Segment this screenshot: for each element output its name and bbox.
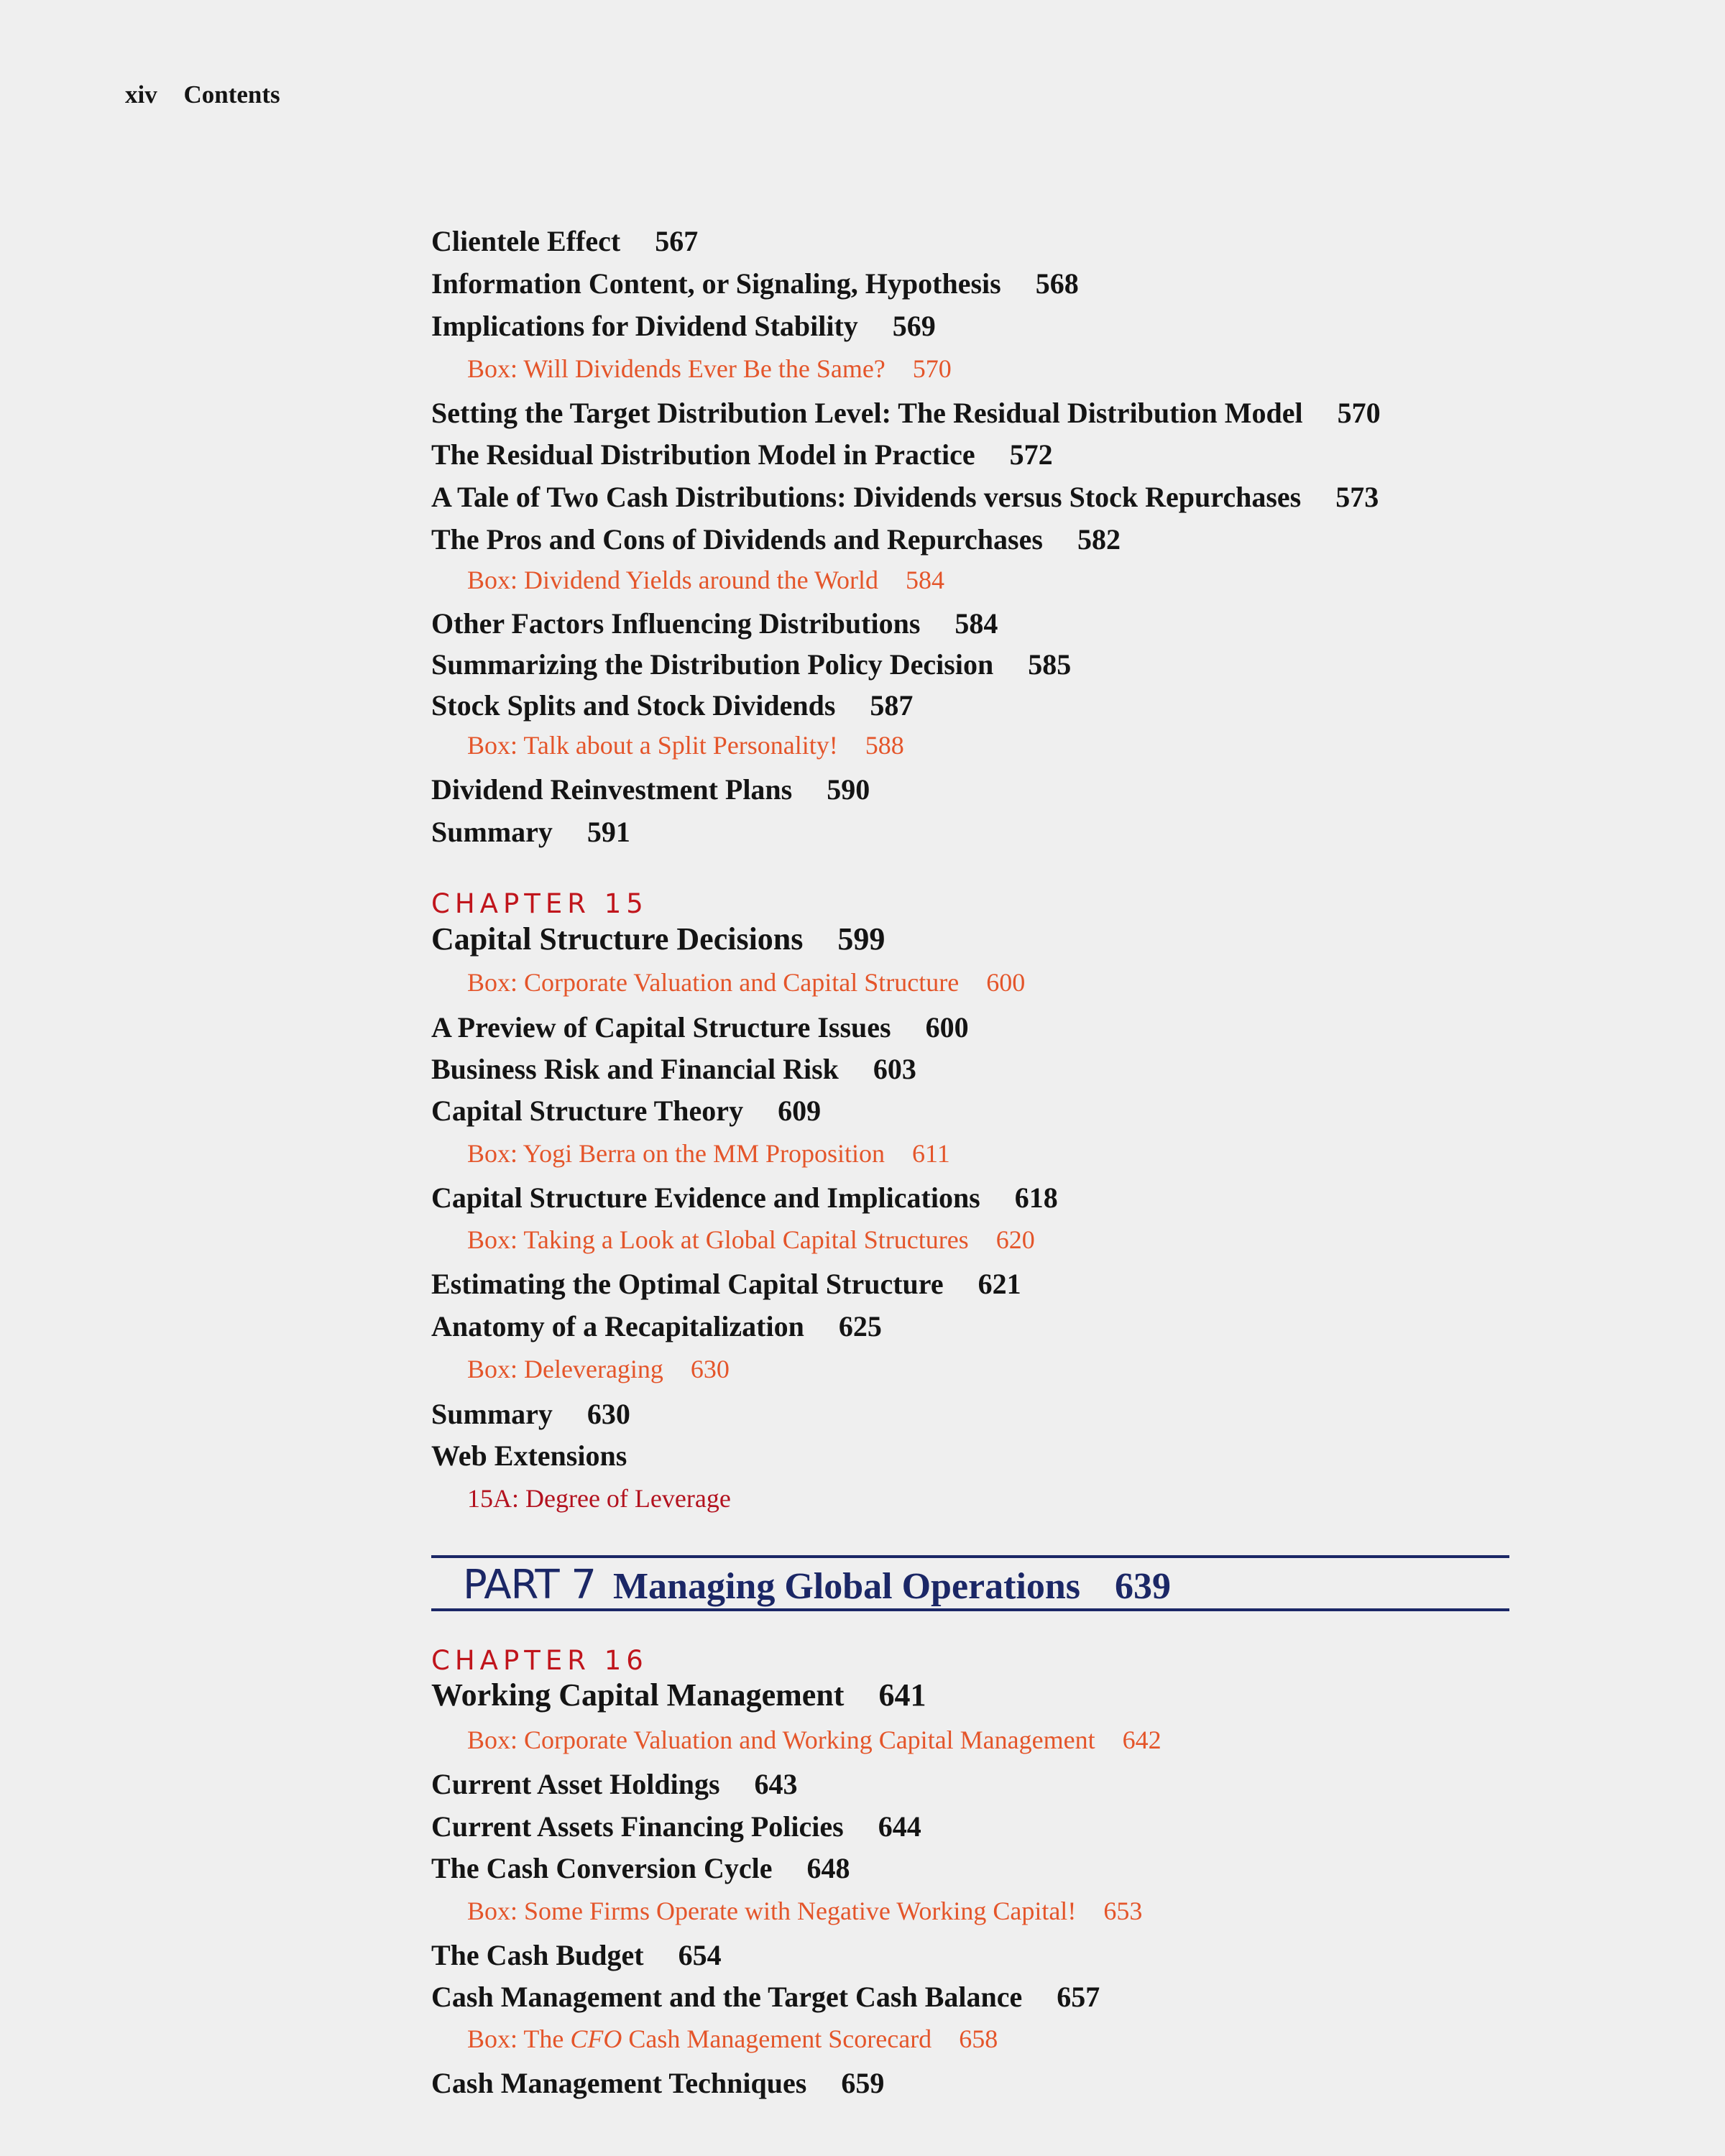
entry-title: Summarizing the Distribution Policy Decision: [431, 648, 994, 681]
entry-page: 648: [806, 1852, 850, 1884]
entry-title: Dividend Reinvestment Plans: [431, 773, 793, 806]
box-page: 588: [865, 731, 904, 760]
toc-box-entry: [467, 732, 904, 758]
entry-page: 625: [838, 1310, 882, 1342]
toc-entry: [431, 1181, 1058, 1214]
entry-page: 618: [1014, 1181, 1058, 1214]
entry-title: Estimating the Optimal Capital Structure: [431, 1268, 944, 1300]
entry-page: 570: [1337, 397, 1381, 429]
box-page: 653: [1103, 1897, 1143, 1925]
chapter-title-text: Working Capital Management: [431, 1677, 845, 1713]
toc-entry: [431, 1312, 882, 1341]
chapter-page: 599: [837, 921, 886, 957]
toc-entry: [431, 1812, 921, 1841]
entry-page: 573: [1335, 481, 1379, 513]
entry-page: 587: [870, 689, 914, 722]
entry-title: The Cash Budget: [431, 1939, 644, 1971]
toc-box-entry: [467, 1727, 1162, 1753]
chapter-title: [431, 923, 885, 955]
toc-entry: [431, 227, 698, 256]
part-heading: [463, 1562, 1172, 1608]
toc-entry: [431, 1055, 916, 1084]
part-page: 639: [1115, 1566, 1172, 1607]
toc-entry: [431, 2069, 884, 2098]
box-title: Box: Dividend Yields around the World: [467, 566, 879, 594]
part-title: Managing Global Operations: [612, 1566, 1081, 1607]
toc-entry: [431, 775, 870, 804]
toc-box-entry: [467, 2026, 998, 2052]
entry-title: Current Asset Holdings: [431, 1768, 720, 1800]
entry-page: 609: [778, 1095, 822, 1127]
entry-title: Anatomy of a Recapitalization: [431, 1310, 804, 1342]
box-page: 570: [912, 354, 952, 383]
entry-page: 654: [678, 1939, 722, 1971]
entry-title: Business Risk and Financial Risk: [431, 1053, 839, 1085]
entry-page: 582: [1077, 523, 1121, 556]
toc-entry: [431, 312, 936, 341]
entry-page: 568: [1035, 267, 1079, 300]
chapter-label: CHAPTER 15: [431, 888, 648, 919]
toc-entry: [431, 1439, 627, 1472]
box-page: 658: [959, 2024, 998, 2053]
toc-entry: [431, 267, 1079, 300]
running-head-title: Contents: [183, 80, 280, 109]
entry-page: 603: [873, 1053, 916, 1085]
toc-box-entry: [467, 1141, 950, 1166]
toc-entry: [431, 609, 998, 638]
box-page: 600: [986, 968, 1026, 997]
box-title-post: Cash Management Scorecard: [622, 2024, 932, 2053]
entry-title: Other Factors Influencing Distributions: [431, 607, 921, 640]
entry-title: Cash Management Techniques: [431, 2067, 807, 2099]
page-folio: xiv: [125, 80, 157, 109]
entry-page: 567: [655, 225, 699, 257]
toc-entry: [431, 1400, 630, 1429]
toc-entry: [431, 1270, 1021, 1299]
entry-title: Web Extensions: [431, 1439, 627, 1472]
toc-entry: [431, 438, 1053, 471]
entry-page: 572: [1009, 438, 1053, 471]
entry-page: 585: [1028, 648, 1072, 681]
entry-page: 584: [954, 607, 998, 640]
toc-entry: [431, 818, 630, 847]
entry-title: Implications for Dividend Stability: [431, 310, 858, 342]
entry-page: 600: [925, 1011, 969, 1044]
entry-title: The Pros and Cons of Dividends and Repurchases: [431, 523, 1043, 556]
toc-box-entry: [467, 1227, 1035, 1253]
entry-title: A Preview of Capital Structure Issues: [431, 1011, 891, 1044]
part-rule-top: [431, 1555, 1509, 1558]
toc-entry: [431, 650, 1071, 679]
entry-title: Clientele Effect: [431, 225, 621, 257]
box-title: Box: Deleveraging: [467, 1355, 663, 1383]
box-page: 584: [906, 566, 945, 594]
entry-title: Information Content, or Signaling, Hypothesis: [431, 267, 1001, 300]
entry-title: The Residual Distribution Model in Practice: [431, 438, 975, 471]
entry-page: 569: [892, 310, 936, 342]
part-label: PART 7: [463, 1562, 596, 1608]
chapter-page: 641: [878, 1677, 926, 1713]
entry-page: 643: [754, 1768, 798, 1800]
entry-title: Cash Management and the Target Cash Balance: [431, 1981, 1023, 2013]
entry-title: Capital Structure Evidence and Implications: [431, 1181, 980, 1214]
entry-title: Stock Splits and Stock Dividends: [431, 689, 836, 722]
box-title: Box: Yogi Berra on the MM Proposition: [467, 1139, 886, 1168]
toc-box-entry: [467, 969, 1025, 995]
entry-page: 621: [978, 1268, 1021, 1300]
entry-page: 657: [1057, 1981, 1100, 2013]
chapter-title-text: Capital Structure Decisions: [431, 921, 804, 957]
toc-box-entry: [467, 1898, 1142, 1924]
entry-title: The Cash Conversion Cycle: [431, 1852, 773, 1884]
entry-page: 590: [827, 773, 870, 806]
entry-page: 644: [878, 1810, 921, 1843]
entry-title: A Tale of Two Cash Distributions: Dividends versus Stock Repurchases: [431, 481, 1302, 513]
entry-title: Current Assets Financing Policies: [431, 1810, 844, 1843]
running-head: [125, 80, 280, 109]
box-page: 620: [995, 1225, 1035, 1254]
toc-box-entry: [467, 567, 944, 593]
toc-entry: [431, 691, 913, 720]
toc-entry: [431, 1770, 798, 1799]
entry-title: Capital Structure Theory: [431, 1095, 744, 1127]
box-title: Box: Some Firms Operate with Negative Working Capital!: [467, 1897, 1077, 1925]
chapter-title: [431, 1677, 926, 1713]
entry-title: Summary: [431, 816, 553, 848]
entry-title: Summary: [431, 1398, 553, 1430]
toc-box-entry: [467, 356, 952, 382]
entry-page: 659: [841, 2067, 885, 2099]
box-title: Box: Corporate Valuation and Capital Structure: [467, 968, 960, 997]
box-title-pre: Box: The: [467, 2024, 571, 2053]
toc-entry: [431, 1097, 821, 1125]
box-page: 642: [1122, 1726, 1162, 1754]
toc-entry: [431, 1013, 969, 1042]
chapter-label: CHAPTER 16: [431, 1645, 648, 1676]
toc-entry: [431, 1941, 722, 1970]
box-page: 611: [912, 1139, 950, 1168]
box-title: Box: Taking a Look at Global Capital Structures: [467, 1225, 969, 1254]
box-page: 630: [690, 1355, 730, 1383]
toc-entry: [431, 1854, 850, 1883]
entry-title: Setting the Target Distribution Level: The Residual Distribution Model: [431, 397, 1303, 429]
box-title-italic: CFO: [570, 2024, 622, 2053]
part-rule-bottom: [431, 1608, 1509, 1611]
box-title: Box: Corporate Valuation and Working Capital Management: [467, 1726, 1095, 1754]
toc-box-entry: [467, 1356, 730, 1382]
entry-page: 630: [586, 1398, 630, 1430]
web-extension-entry: 15A: Degree of Leverage: [467, 1484, 731, 1513]
box-title: Box: Will Dividends Ever Be the Same?: [467, 354, 886, 383]
box-title: Box: Talk about a Split Personality!: [467, 731, 838, 760]
toc-entry: [431, 399, 1381, 428]
entry-page: 591: [586, 816, 630, 848]
toc-entry: [431, 483, 1379, 512]
toc-entry: [431, 525, 1121, 554]
toc-entry: [431, 1983, 1100, 2012]
